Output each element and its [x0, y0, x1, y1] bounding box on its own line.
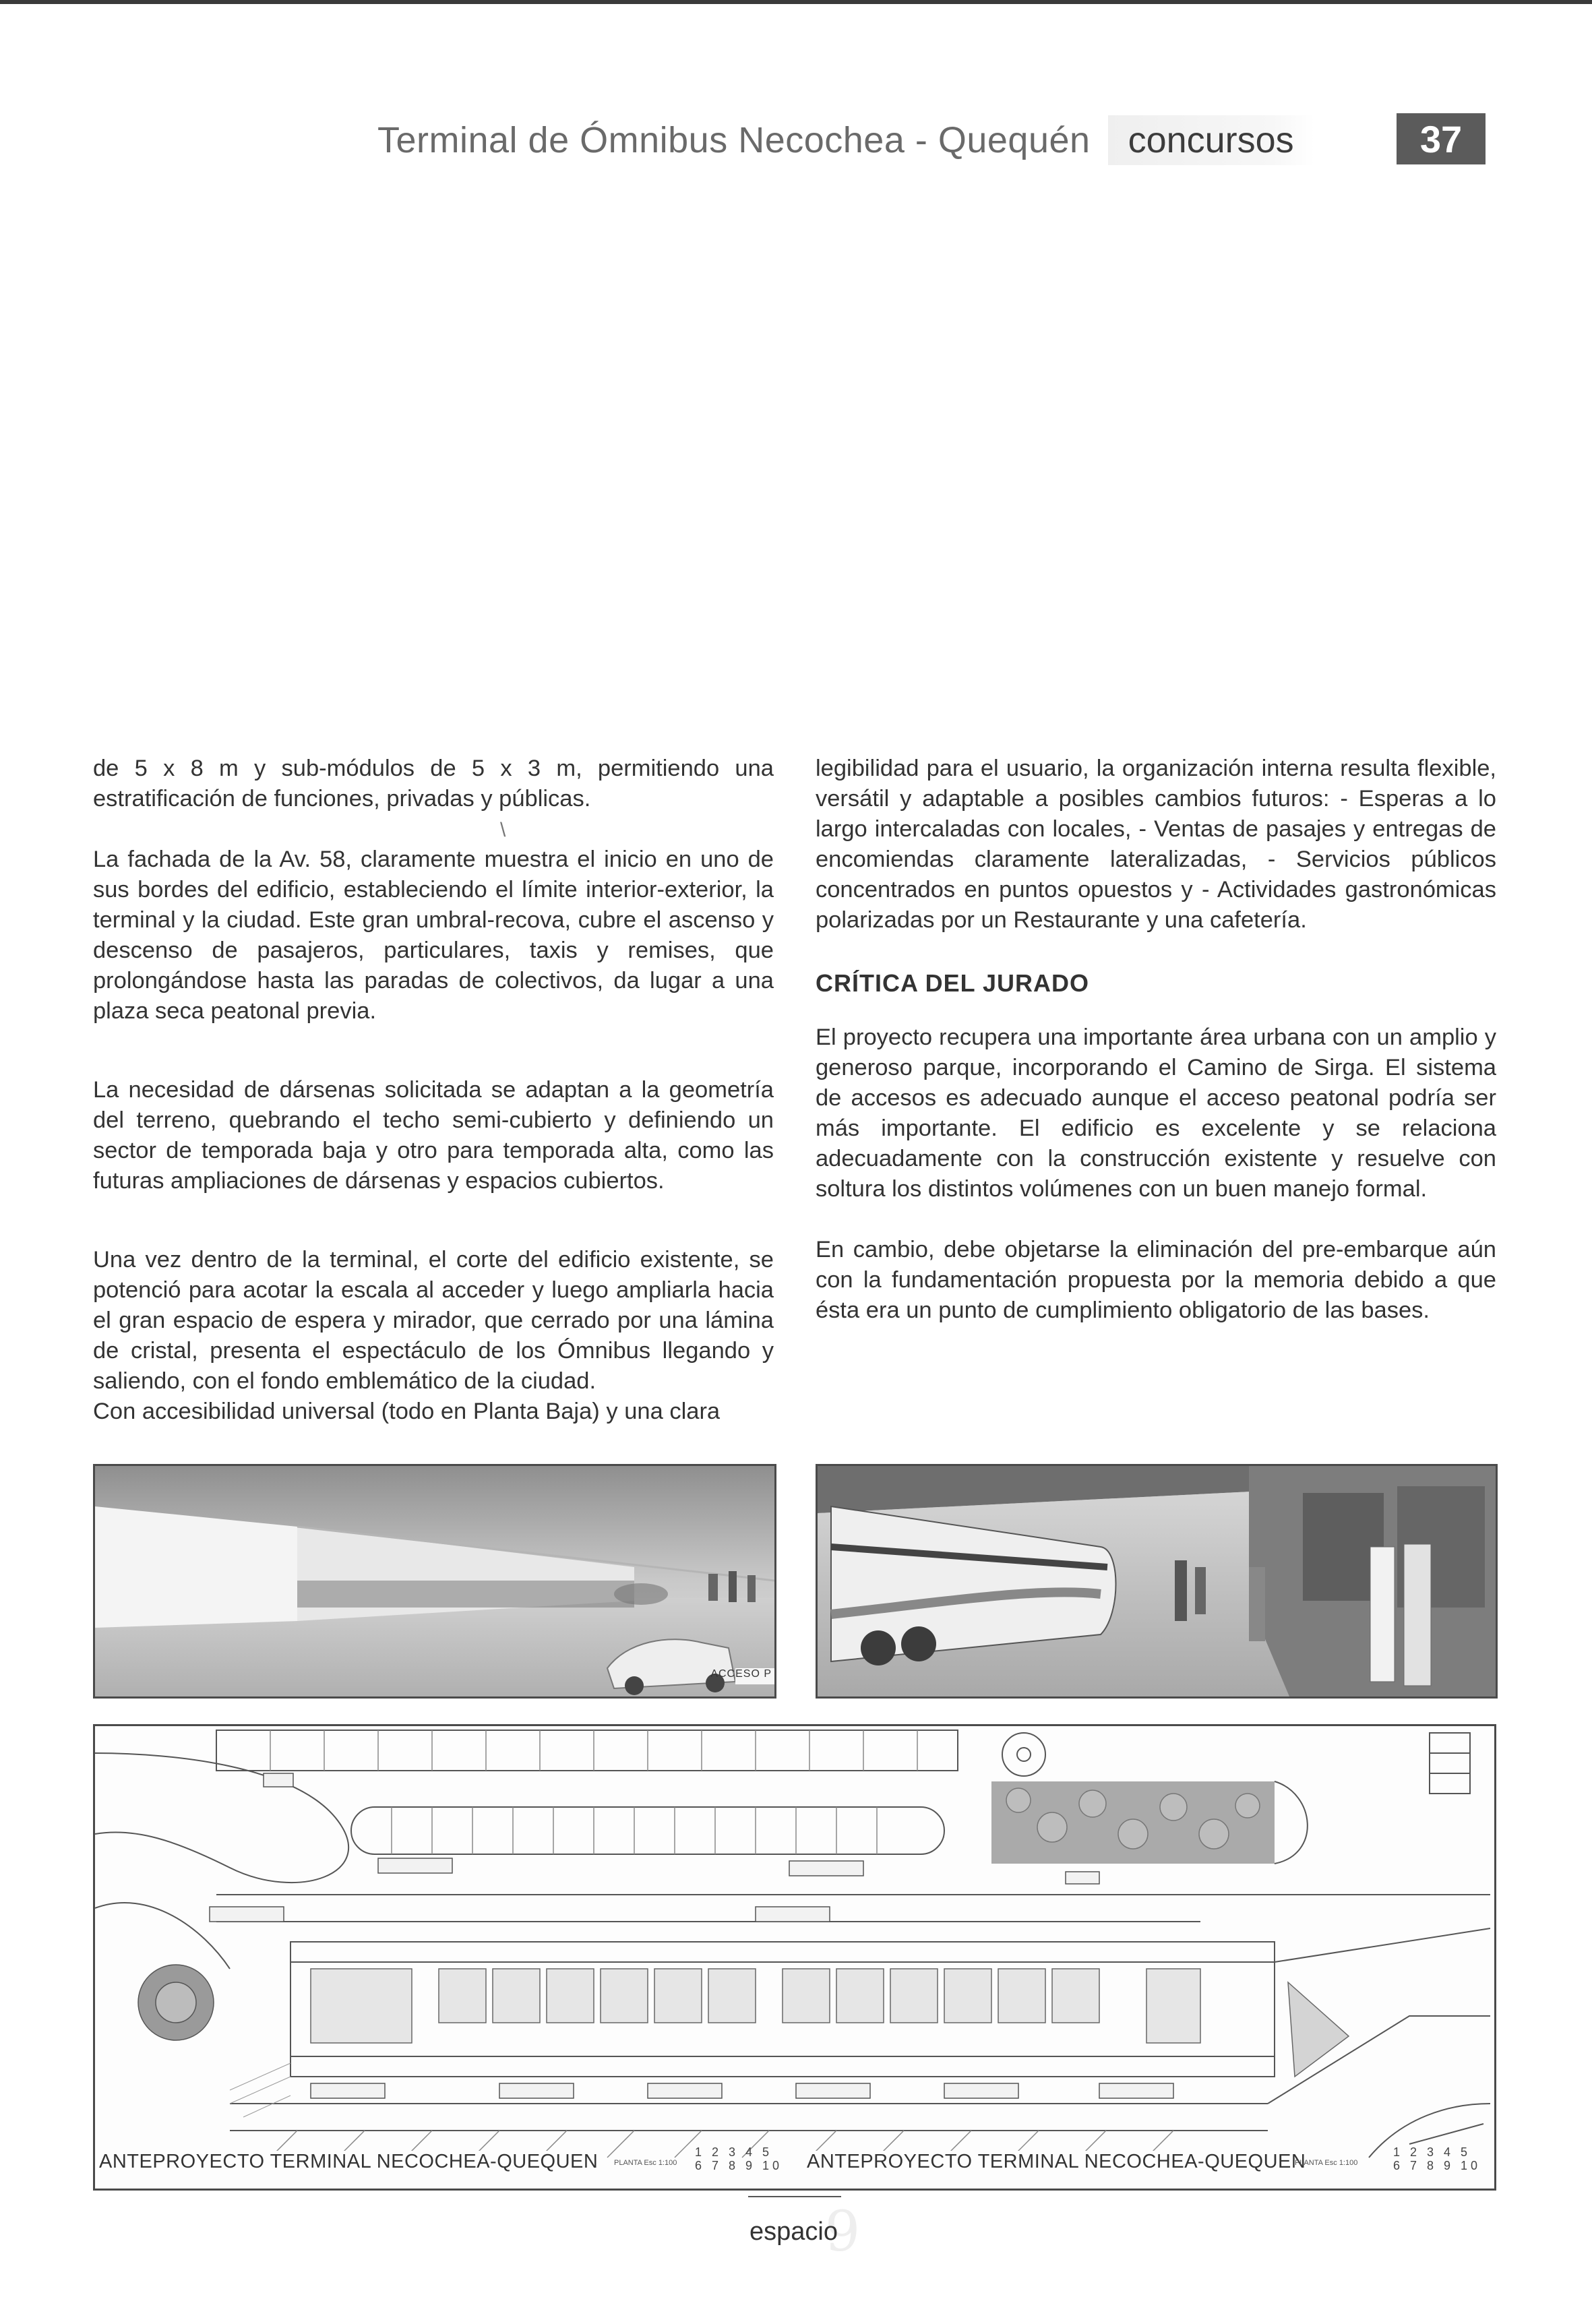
paragraph: La fachada de la Av. 58, claramente muestra el inicio en uno de sus bordes del edificio, estableciendo el límite interior-exterior, la terminal y la ciudad. Este gran umbral-recova, cubre el ascenso y descenso de pasajeros, particulares, taxis y remises, que prolongándose hasta las paradas de colectivos, da lugar a una plaza seca peatonal previa.: [93, 847, 774, 1024]
platform-render-graphic: [818, 1466, 1496, 1696]
sheet-numbers-left: [695, 2145, 783, 2172]
left-column: [93, 754, 774, 1427]
plan-scale-right: PLANTA Esc 1:100: [1295, 2159, 1358, 2167]
running-head: [377, 113, 1314, 167]
paragraph: legibilidad para el usuario, la organización interna resulta flexible, versátil y adaptable a posibles cambios futuros: - Esperas a lo largo intercaladas con locales, - Ventas de pasajes y entregas de encomiendas claramente lateralizadas, - Servicios públicos concentrados en puntos opuestos y - Actividades gastronómicas polarizadas por un Restaurante y una cafetería.: [816, 756, 1496, 933]
exterior-render-image: [93, 1464, 776, 1699]
plan-caption-left: ANTEPROYECTO TERMINAL NECOCHEA-QUEQUEN: [95, 2151, 602, 2173]
running-head-title: Terminal de Ómnibus Necochea - Quequén: [377, 120, 1091, 160]
access-sign: ACCESO P: [710, 1668, 772, 1680]
platform-render-image: [816, 1464, 1498, 1699]
footer-rule: [748, 2196, 841, 2197]
section-label: concursos: [1108, 115, 1314, 165]
issue-mark: 9: [825, 2200, 861, 2264]
top-rule: [0, 0, 1592, 4]
paragraph: El proyecto recupera una importante área urbana con un amplio y generoso parque, incorporando el Camino de Sirga. El sistema de accesos es adecuado aunque el acceso peatonal podría ser más importante. El edificio es excelente y se relaciona adecuadamente con la construcción existente y resuelve con soltura los distintos volúmenes con un buen manejo formal.: [816, 1025, 1496, 1202]
right-column: [816, 754, 1496, 1326]
sheet-numbers-bottom: 6 7 8 9 10: [1393, 2159, 1481, 2172]
plan-caption-right: ANTEPROYECTO TERMINAL NECOCHEA-QUEQUEN: [803, 2151, 1310, 2173]
site-plan-drawing: [93, 1724, 1496, 2191]
paragraph: Una vez dentro de la terminal, el corte del edificio existente, se potenció para acotar la escala al acceder y luego ampliarla hacia el gran espacio de espera y mirador, que cerrado por una lámina de cristal, presenta el espectáculo de los Ómnibus llegando y saliendo, con el fondo emblemático de la ciudad.: [93, 1247, 774, 1394]
sheet-numbers-top: 1 2 3 4 5: [1393, 2145, 1471, 2159]
paragraph: Con accesibilidad universal (todo en Planta Baja) y una clara: [93, 1399, 721, 1424]
sheet-numbers-right: [1393, 2145, 1481, 2172]
page-number: 37: [1397, 113, 1486, 164]
footer: [748, 2196, 861, 2264]
exterior-render-graphic: [95, 1466, 774, 1696]
paragraph: de 5 x 8 m y sub-módulos de 5 x 3 m, permitiendo una estratificación de funciones, privadas y públicas.: [93, 756, 774, 812]
magazine-name: espacio: [749, 2218, 838, 2246]
plan-scale-left: PLANTA Esc 1:100: [614, 2159, 677, 2167]
sheet-numbers-top: 1 2 3 4 5: [695, 2145, 773, 2159]
section-heading: CRÍTICA DEL JURADO: [816, 969, 1090, 997]
paragraph: La necesidad de dársenas solicitada se adaptan a la geometría del terreno, quebrando el techo semi-cubierto y definiendo un sector de temporada baja y otro para temporada alta, como las futuras ampliaciones de dársenas y espacios cubiertos.: [93, 1077, 774, 1194]
stray-mark: \: [500, 819, 506, 841]
sheet-numbers-bottom: 6 7 8 9 10: [695, 2159, 783, 2172]
site-plan-graphic: [95, 1726, 1494, 2189]
paragraph: En cambio, debe objetarse la eliminación del pre-embarque aún con la fundamentación propuesta por la memoria debido a que ésta era un punto de cumplimiento obligatorio de las bases.: [816, 1237, 1496, 1323]
